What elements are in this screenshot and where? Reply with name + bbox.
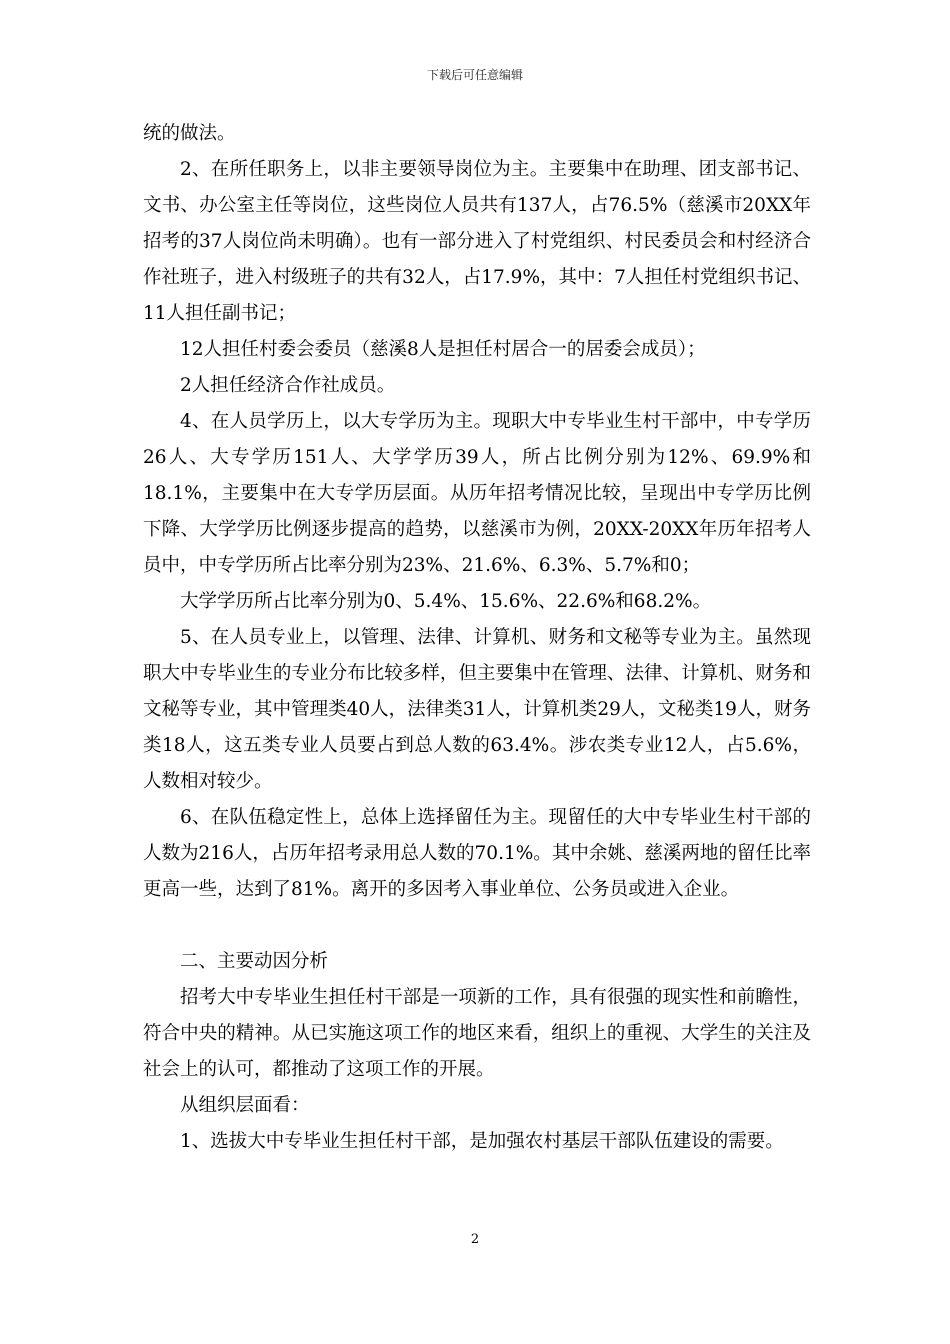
paragraph-university-ratio: 大学学历所占比率分别为0、5.4%、15.6%、22.6%和68.2%。 xyxy=(180,591,712,612)
paragraph-motivation-intro: 招考大中专毕业生担任村干部是一项新的工作，具有很强的现实性和前瞻性，符合中央的精神。从已实施这项工作的地区来看，组织上的重视、大学生的关注及社会上的认可，都推动了这项工作的开展。 xyxy=(143,987,811,1080)
page-number: 2 xyxy=(470,1232,480,1247)
paragraph-positions: 2、在所任职务上，以非主要领导岗位为主。主要集中在助理、团支部书记、文书、办公室主任等岗位，这些岗位人员共有137人，占76.5%（慈溪市20XX年招考的37人岗位尚未明确）。也有一部分进入了村党组织、村民委员会和村经济合作社班子，进入村级班子的共有32人，占17.9%，其中：7人担任村党组织书记、11人担任副书记； xyxy=(143,159,811,324)
paragraph-organization-level: 从组织层面看： xyxy=(180,1095,310,1116)
paragraph-continuation: 统的做法。 xyxy=(143,123,236,144)
paragraph-committee-members: 12人担任村委会委员（慈溪8人是担任村居合一的居委会成员）； xyxy=(180,339,706,360)
section-heading: 二、主要动因分析 xyxy=(180,951,329,972)
document-body xyxy=(143,116,811,1160)
paragraph-stability: 6、在队伍稳定性上，总体上选择留任为主。现留任的大中专毕业生村干部的人数为216人，占历年招考录用总人数的70.1%。其中余姚、慈溪两地的留任比率更高一些，达到了81%。离开的多因考入事业单位、公务员或进入企业。 xyxy=(143,807,811,900)
paragraph-education: 4、在人员学历上，以大专学历为主。现职大中专毕业生村干部中，中专学历26人、大专学历151人、大学学历39人，所占比例分别为12%、69.9%和18.1%，主要集中在大专学历层面。从历年招考情况比较，呈现出中专学历比例下降、大学学历比例逐步提高的趋势，以慈溪市为例，20XX-20XX年历年招考人员中，中专学历所占比率分别为23%、21.6%、6.3%、5.7%和0； xyxy=(143,411,811,576)
paragraph-point-one: 1、选拔大中专毕业生担任村干部，是加强农村基层干部队伍建设的需要。 xyxy=(180,1131,784,1152)
page-header: 下载后可任意编辑 xyxy=(426,68,523,82)
paragraph-spacer xyxy=(143,908,811,944)
paragraph-cooperative-members: 2人担任经济合作社成员。 xyxy=(180,375,396,396)
paragraph-majors: 5、在人员专业上，以管理、法律、计算机、财务和文秘等专业为主。虽然现职大中专毕业生的专业分布比较多样，但主要集中在管理、法律、计算机、财务和文秘等专业，其中管理类40人，法律类31人，计算机类29人，文秘类19人，财务类18人，这五类专业人员要占到总人数的63.4%。涉农类专业12人，占5.6%，人数相对较少。 xyxy=(143,627,811,792)
